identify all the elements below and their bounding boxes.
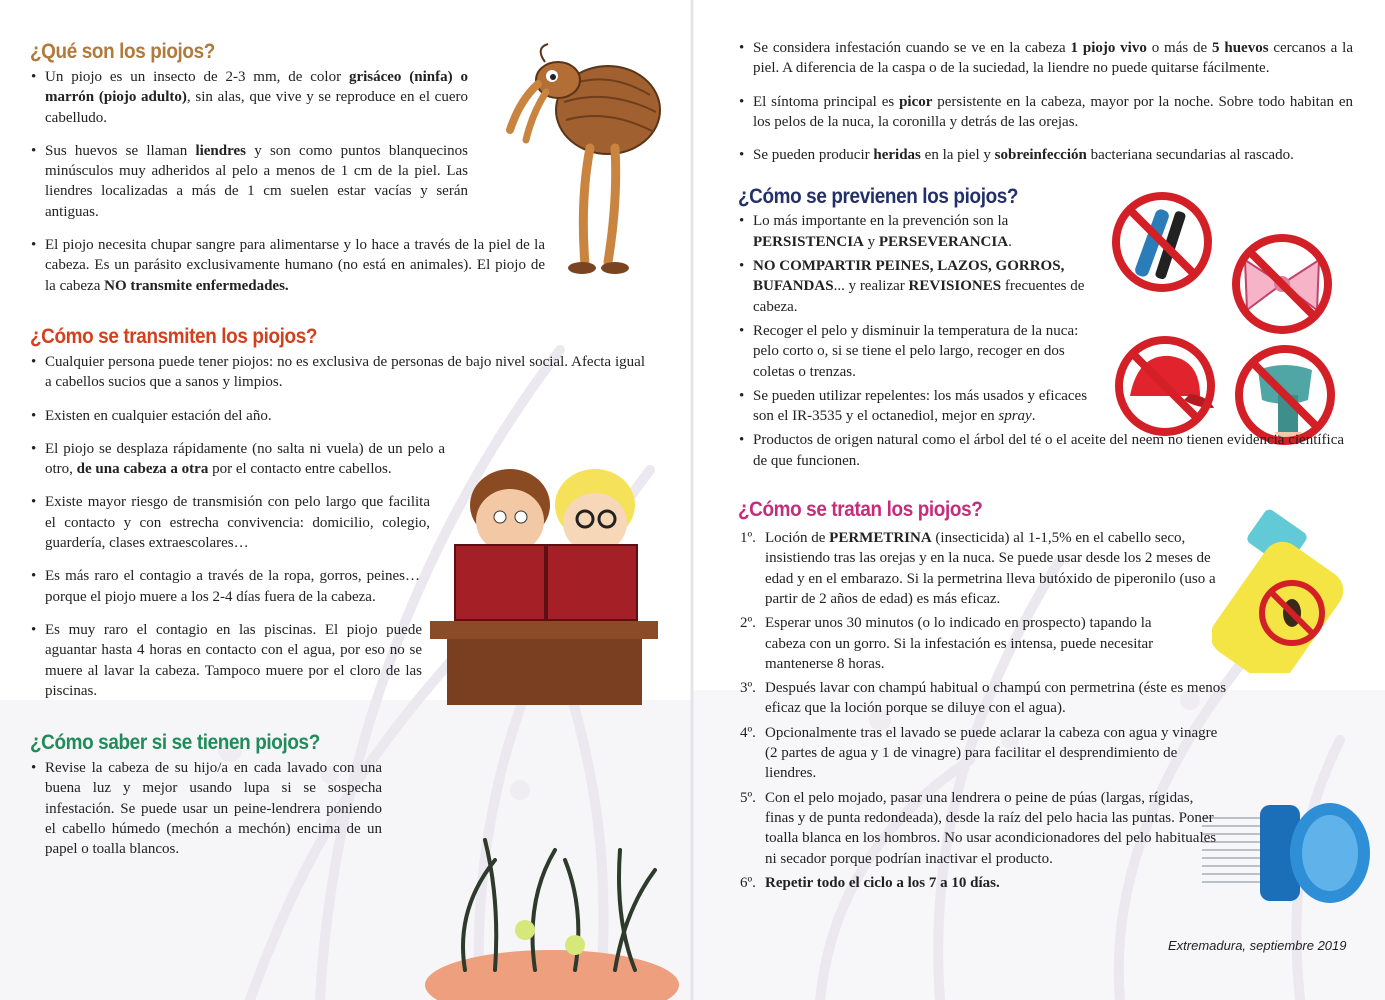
heading-como-tratan: ¿Cómo se tratan los piojos?	[738, 498, 983, 522]
treatment-step: 6º. Repetir todo el ciclo a los 7 a 10 días.	[740, 874, 1000, 891]
list-item: • Existe mayor riesgo de transmisión con pelo largo que facilita el contacto y con estrecha convivencia: domicilio, colegio, guardería, clases extraescolares…	[30, 492, 430, 553]
treatment-step: 1º. Loción de PERMETRINA (insecticida) al 1-1,5% en el cabello seco, insistiendo tras las orejas y en la nuca. Se puede usar desde los 2 meses de edad y en el embarazo. Si la permetrina lleva butóxido de piperonilo (uso a partir de 2 años de edad) es más eficaz.	[740, 530, 1216, 607]
list-item: • Cualquier persona puede tener piojos: no es exclusiva de personas de bajo nivel social. Afecta igual a cabellos sucios que a sanos y limpios.	[30, 352, 645, 393]
list-item: • Existen en cualquier estación del año.	[30, 406, 645, 426]
list-item: • Es muy raro el contagio en las piscinas. El piojo puede aguantar hasta 4 horas en contacto con el agua, por eso no se muere al lavar la cabeza. Tampoco muere por el cloro de las piscinas.	[30, 620, 422, 701]
list-item: • El piojo necesita chupar sangre para alimentarse y lo hace a través de la piel de la cabeza. Es un parásito exclusivamente humano (no está en animales). El piojo de la cabeza NO transmite enfermedades.	[30, 235, 545, 296]
treatment-step: 4º. Opcionalmente tras el lavado se puede aclarar la cabeza con agua y vinagre (2 partes de agua y 1 de vinagre) para facilitar el desprendimiento de liendres.	[740, 724, 1218, 782]
heading-que-son: ¿Qué son los piojos?	[30, 40, 215, 63]
heading-como-transmiten: ¿Cómo se transmiten los piojos?	[30, 324, 318, 348]
list-item: • NO COMPARTIR PEINES, LAZOS, GORROS, BUFANDAS... y realizar REVISIONES frecuentes de cabeza.	[738, 256, 1103, 317]
list-como-saber	[30, 758, 382, 859]
list-item: • Lo más importante en la prevención son la PERSISTENCIA y PERSEVERANCIA.	[738, 211, 1073, 252]
list-item: • Productos de origen natural como el árbol del té o el aceite del neem no tienen evidencia científica de que funcionen.	[738, 430, 1353, 471]
heading-como-saber: ¿Cómo saber si se tienen piojos?	[30, 731, 320, 755]
list-infestacion	[738, 38, 1353, 165]
list-que-son	[30, 67, 545, 296]
list-item: • Se considera infestación cuando se ve en la cabeza 1 piojo vivo o más de 5 huevos cercanos a la piel. A diferencia de la caspa o de la suciedad, la liendre no puede quitarse fácilmente.	[738, 38, 1353, 79]
list-item: • Es más raro el contagio a través de la ropa, gorros, peines… porque el piojo muere a los 2-4 días fuera de la cabeza.	[30, 566, 420, 607]
list-item: • Sus huevos se llaman liendres y son como puntos blanquecinos minúsculos muy adheridos al pelo a menos de 1 cm de la piel. Las liendres localizadas a más de 1 cm suelen estar vacías y serán antiguas.	[30, 141, 468, 222]
list-como-transmiten	[30, 352, 645, 701]
list-como-previenen	[738, 211, 1358, 471]
treatment-step: 3º. Después lavar con champú habitual o champú con permetrina (éste es menos eficaz que la loción porque se diluye con el agua).	[740, 680, 1227, 717]
left-column	[30, 40, 650, 860]
list-item: • Un piojo es un insecto de 2-3 mm, de color grisáceo (ninfa) o marrón (piojo adulto), sin alas, que vive y se reproduce en el cuero cabelludo.	[30, 67, 468, 128]
list-item: • Se pueden utilizar repelentes: los más usados y eficaces son el IR-3535 y el octanediol, mejor en spray.	[738, 386, 1093, 427]
list-item: • Revise la cabeza de su hijo/a en cada lavado con una buena luz y mejor usando lupa si se sospecha infestación. Se puede usar un peine-lendrera poniendo el cabello húmedo (mechón a mechón) encima de un papel o toalla blancos.	[30, 758, 382, 859]
list-item: • Se pueden producir heridas en la piel y sobreinfección bacteriana secundarias al rascado.	[738, 145, 1353, 165]
heading-como-previenen: ¿Cómo se previenen los piojos?	[738, 185, 1019, 209]
right-column	[738, 38, 1358, 893]
list-item: • Recoger el pelo y disminuir la temperatura de la nuca: pelo corto o, si se tiene el pelo largo, recoger en dos coletas o trenzas.	[738, 321, 1093, 382]
list-como-tratan	[738, 528, 1358, 893]
list-item: • El piojo se desplaza rápidamente (no salta ni vuela) de un pelo a otro, de una cabeza a otra por el contacto entre cabellos.	[30, 439, 445, 480]
treatment-step: 2º. Esperar unos 30 minutos (o lo indicado en prospecto) tapando la cabeza con un gorro. Si la infestación es intensa, puede necesitar mantenerse 8 horas.	[740, 615, 1154, 672]
treatment-step: 5º. Con el pelo mojado, pasar una lendrera o peine de púas (largas, rígidas, finas y de punta redondeada), desde la raíz del pelo hacia las puntas. Poner toalla blanca en los hombros. No usar acondicionadores del pelo habituales ni secador porque podrían inactivar el producto.	[740, 789, 1217, 867]
footer-credit: Extremadura, septiembre 2019	[1168, 938, 1347, 953]
list-item: • El síntoma principal es picor persistente en la cabeza, mayor por la noche. Sobre todo habitan en los pelos de la nuca, la coronilla y detrás de las orejas.	[738, 92, 1353, 133]
